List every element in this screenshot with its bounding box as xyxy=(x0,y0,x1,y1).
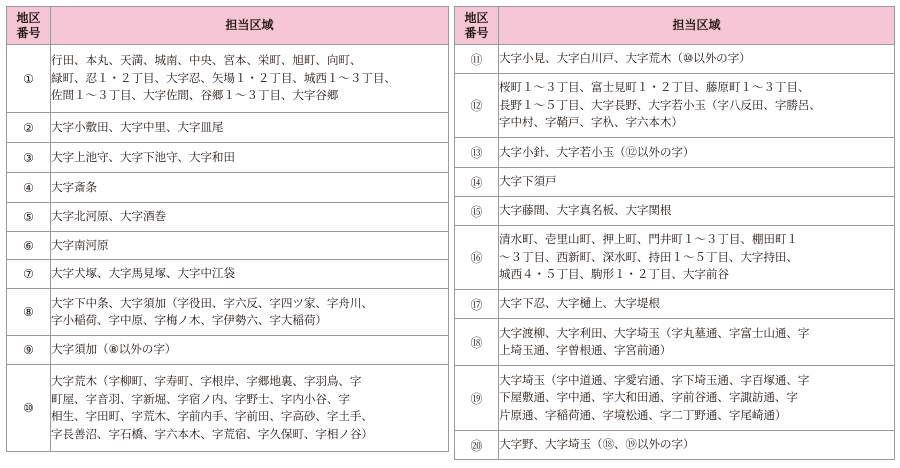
area-line: 相生、字田町、字荒木、字前内手、字前田、字高砂、字土手、 xyxy=(51,409,373,423)
table-header-row xyxy=(455,7,895,45)
header-line: 地区 xyxy=(464,10,489,25)
table-row xyxy=(455,431,895,460)
district-number: ⑭ xyxy=(455,168,499,197)
table-row xyxy=(455,319,895,366)
area-cell xyxy=(51,260,449,289)
area-line: ～３丁目、西新町、深水町、持田１～５丁目、大字持田、 xyxy=(499,249,798,264)
area-line: 大字荒木（字柳町、字寿町、字根岸、字郷地裏、字羽鳥、字 xyxy=(51,374,362,388)
district-number: ⑪ xyxy=(455,45,499,74)
district-number: ⑳ xyxy=(455,431,499,460)
area-line: 緑町、忍１・２丁目、大字忍、矢場１・２丁目、城西１～３丁目、 xyxy=(51,70,396,85)
district-number: ⑥ xyxy=(7,232,51,260)
table-row xyxy=(455,74,895,138)
area-cell xyxy=(499,45,895,74)
area-line: 上埼玉通、字曽根通、字宮前通） xyxy=(499,343,672,357)
area-cell xyxy=(51,45,449,113)
area-cell xyxy=(499,226,895,290)
district-number: ⑮ xyxy=(455,197,499,226)
area-cell xyxy=(499,431,895,460)
table-row xyxy=(7,203,449,232)
area-cell xyxy=(51,173,449,203)
table-row xyxy=(455,168,895,197)
area-line: 長野１～５丁目、大字長野、大字若小玉（字八反田、字勝呂、 xyxy=(499,97,821,112)
area-line: 片原通、字稲荷通、字境松通、字二丁野通、字尾崎通） xyxy=(499,407,787,422)
table-row xyxy=(7,260,449,289)
area-line: 大字上池守、大字下池守、大字和田 xyxy=(51,149,235,164)
table-row xyxy=(7,173,449,203)
area-cell xyxy=(51,113,449,143)
area-cell xyxy=(499,168,895,197)
district-number: ⑤ xyxy=(7,203,51,232)
area-line: 城西４・５丁目、駒形１・２丁目、大字前谷 xyxy=(499,267,729,282)
area-cell xyxy=(499,319,895,366)
district-table-left xyxy=(6,6,449,452)
district-number-header xyxy=(7,7,51,45)
district-number: ⑩ xyxy=(7,365,51,452)
table-row xyxy=(455,226,895,290)
area-cell xyxy=(51,143,449,173)
area-line: 大字藤間、大字真名板、大字関根 xyxy=(499,203,672,218)
district-number: ② xyxy=(7,113,51,143)
district-number: ⑨ xyxy=(7,336,51,365)
area-line: 行田、本丸、天満、城南、中央、宮本、栄町、旭町、向町、 xyxy=(51,53,362,68)
area-line: 大字小針、大字若小玉（⑫以外の字） xyxy=(499,144,695,159)
area-line: 大字野、大字埼玉（⑱、⑲以外の字） xyxy=(499,437,695,452)
area-header: 担当区域 xyxy=(499,7,895,45)
header-line: 地区 xyxy=(16,10,41,25)
table-row xyxy=(7,113,449,143)
table-row xyxy=(7,289,449,336)
district-table xyxy=(6,6,894,462)
area-line: 大字小敷田、大字中里、大字皿尾 xyxy=(51,119,224,134)
area-cell xyxy=(499,197,895,226)
table-row xyxy=(455,290,895,319)
area-line: 字小稲荷、字中原、字梅ノ木、字伊勢六、字大稲荷） xyxy=(51,313,327,327)
table-header-row xyxy=(7,7,449,45)
district-number: ⑱ xyxy=(455,319,499,366)
table-row xyxy=(7,45,449,113)
area-line: 大字南河原 xyxy=(51,237,109,252)
area-cell xyxy=(51,232,449,260)
area-cell xyxy=(499,290,895,319)
table-row xyxy=(455,138,895,168)
area-line: 字中村、字鞘戸、字杁、字六本木） xyxy=(499,115,683,130)
district-number: ⑧ xyxy=(7,289,51,336)
area-line: 町屋、字音羽、字新堀、字宿ノ内、字野士、字内小谷、字 xyxy=(51,391,350,406)
area-cell xyxy=(51,336,449,365)
area-header: 担当区域 xyxy=(51,7,449,45)
area-line: 桜町１～３丁目、富士見町１・２丁目、藤原町１～３丁目、 xyxy=(499,80,810,95)
area-line: 大字下須戸 xyxy=(499,174,557,189)
area-line: 佐間１～３丁目、大字佐間、谷郷１～３丁目、大字谷郷 xyxy=(51,88,339,103)
area-cell xyxy=(51,289,449,336)
area-line: 大字北河原、大字酒巻 xyxy=(51,209,166,224)
header-line: 番号 xyxy=(16,25,41,40)
area-line: 下屋敷通、字中通、字大和田通、字前谷通、字諏訪通、字 xyxy=(499,390,798,405)
district-number: ⑰ xyxy=(455,290,499,319)
district-number: ④ xyxy=(7,173,51,203)
area-line: 大字須加（⑧以外の字） xyxy=(51,342,177,357)
area-line: 大字小見、大字白川戸、大字荒木（⑩以外の字） xyxy=(499,51,751,66)
district-number: ⑦ xyxy=(7,260,51,289)
table-row xyxy=(455,197,895,226)
area-cell xyxy=(51,365,449,452)
area-cell xyxy=(499,74,895,138)
table-row xyxy=(7,232,449,260)
area-line: 字長善沼、字石橋、字六本木、字荒宿、字久保町、字相ノ谷） xyxy=(51,426,373,441)
district-number: ⑯ xyxy=(455,226,499,290)
area-line: 大字下中条、大字須加（字役田、字六反、字四ツ家、字舟川、 xyxy=(51,295,373,310)
table-row xyxy=(7,143,449,173)
district-table-right xyxy=(454,6,895,460)
district-number: ⑬ xyxy=(455,138,499,168)
district-number: ③ xyxy=(7,143,51,173)
district-number: ① xyxy=(7,45,51,113)
district-number: ⑲ xyxy=(455,366,499,431)
area-line: 大字埼玉（字中道通、字愛宕通、字下埼玉通、字百塚通、字 xyxy=(499,372,810,387)
table-row xyxy=(7,365,449,452)
table-row xyxy=(455,45,895,74)
table-row xyxy=(455,366,895,431)
area-line: 大字渡柳、大字利田、大字埼玉（字丸墓通、字富士山通、字 xyxy=(499,325,810,340)
area-line: 大字犬塚、大字馬見塚、大字中江袋 xyxy=(51,266,235,281)
district-number-header xyxy=(455,7,499,45)
area-line: 清水町、壱里山町、押上町、門井町１～３丁目、棚田町１ xyxy=(499,232,798,247)
area-line: 大字斎条 xyxy=(51,179,97,194)
table-row xyxy=(7,336,449,365)
area-cell xyxy=(499,138,895,168)
district-number: ⑫ xyxy=(455,74,499,138)
area-line: 大字下忍、大字樋上、大字堤根 xyxy=(499,296,660,311)
area-cell xyxy=(499,366,895,431)
header-line: 番号 xyxy=(464,25,489,40)
area-cell xyxy=(51,203,449,232)
